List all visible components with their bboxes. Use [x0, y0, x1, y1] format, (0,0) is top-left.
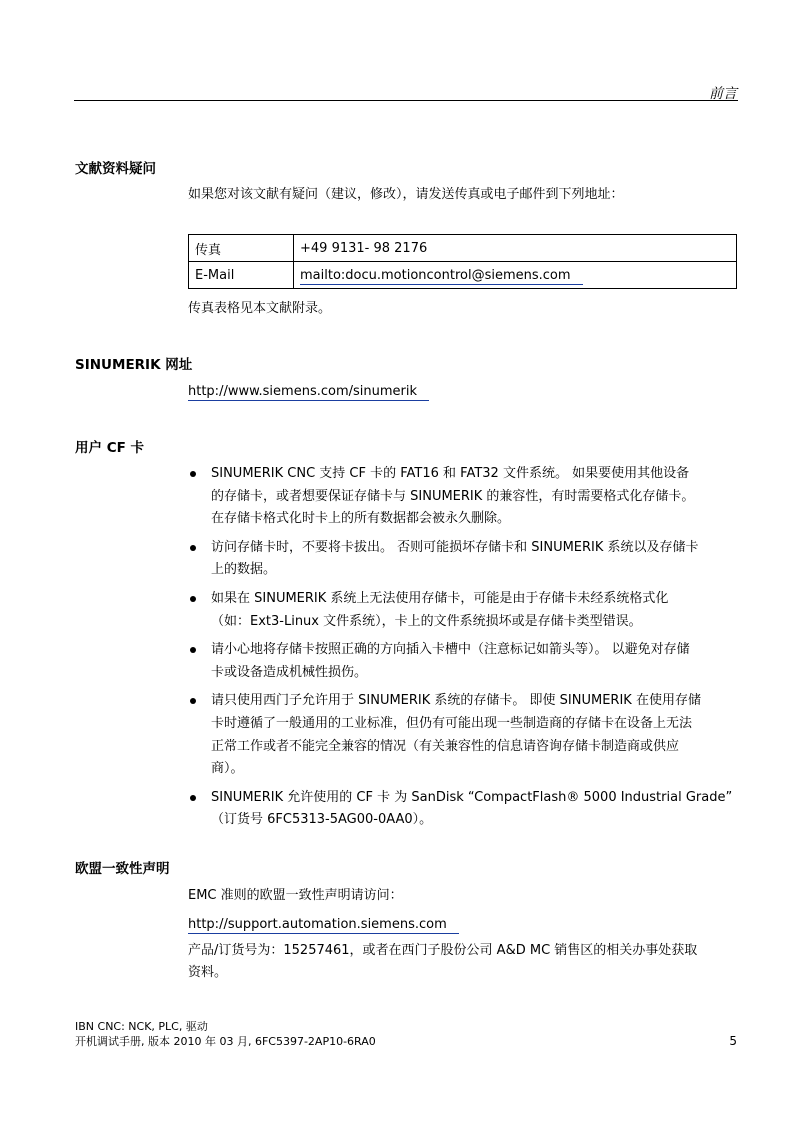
bullet-line: 访问存储卡时，不要将卡拔出。 否则可能损坏存储卡和 SINUMERIK 系统以及存储卡 — [211, 539, 699, 555]
table-row — [189, 262, 737, 289]
running-header-title: 前言 — [709, 86, 737, 102]
fax-label: 传真 — [189, 235, 294, 262]
list-item — [188, 537, 738, 582]
bullet-line: （订货号 6FC5313-5AG00-0AA0）。 — [211, 812, 433, 828]
contact-table-wrap — [188, 234, 737, 289]
list-item — [188, 787, 738, 832]
bullet-line: 卡时遵循了一般通用的工业标准，但仍有可能出现一些制造商的存储卡在设备上无法 — [211, 715, 693, 731]
support-website-link[interactable]: http://support.automation.siemens.com — [188, 917, 459, 934]
eu-detail — [188, 940, 697, 984]
section-heading-eu-declaration: 欧盟一致性声明 — [75, 861, 170, 877]
fax-form-note: 传真表格见本文献附录。 — [188, 301, 332, 316]
footer-line-2: 开机调试手册, 版本 2010 年 03 月, 6FC5397-2AP10-6RA0 — [75, 1035, 376, 1048]
bullet-line: SINUMERIK 允许使用的 CF 卡 为 SanDisk “CompactFlash® 5000 Industrial Grade” — [211, 789, 733, 805]
sinumerik-website-link[interactable]: http://www.siemens.com/sinumerik — [188, 384, 429, 401]
list-item — [188, 588, 738, 633]
section-heading-website: SINUMERIK 网址 — [75, 357, 193, 373]
list-item — [188, 690, 738, 780]
footer-line-1: IBN CNC: NCK, PLC, 驱动 — [75, 1020, 208, 1033]
page-number: 5 — [729, 1034, 737, 1048]
email-value-cell — [294, 262, 737, 289]
section-heading-feedback: 文献资料疑问 — [75, 161, 156, 177]
bullet-line: 在存储卡格式化时卡上的所有数据都会被永久删除。 — [211, 511, 511, 527]
website-link-wrap — [188, 381, 429, 403]
fax-value: +49 9131- 98 2176 — [294, 235, 737, 262]
bullet-line: （如：Ext3-Linux 文件系统），卡上的文件系统损坏或是存储卡类型错误。 — [211, 613, 642, 629]
bullet-line: 如果在 SINUMERIK 系统上无法使用存储卡，可能是由于存储卡未经系统格式化 — [211, 590, 669, 606]
bullet-line: 卡或设备造成机械性损伤。 — [211, 664, 368, 680]
footer — [75, 1019, 376, 1049]
eu-detail-line: 资料。 — [188, 965, 228, 980]
list-item — [188, 639, 738, 684]
eu-detail-line: 产品/订货号为：15257461，或者在西门子股份公司 A&D MC 销售区的相关办事处获取 — [188, 943, 698, 958]
bullet-line: 正常工作或者不能完全兼容的情况（有关兼容性的信息请咨询存储卡制造商或供应 — [211, 738, 680, 754]
header-divider — [74, 100, 738, 101]
cf-card-bullet-list — [188, 463, 738, 838]
bullet-line: 上的数据。 — [211, 562, 277, 578]
table-row — [189, 235, 737, 262]
bullet-line: 商）。 — [211, 761, 244, 777]
email-label: E-Mail — [189, 262, 294, 289]
eu-intro: EMC 准则的欧盟一致性声明请访问： — [188, 888, 403, 903]
bullet-line: 请小心地将存储卡按照正确的方向插入卡槽中（注意标记如箭头等）。 以避免对存储 — [211, 642, 690, 658]
bullet-line: 请只使用西门子允许用于 SINUMERIK 系统的存储卡。 即使 SINUMERIK 在使用存储 — [211, 693, 701, 709]
eu-link-wrap — [188, 914, 459, 936]
bullet-line: 的存储卡，或者想要保证存储卡与 SINUMERIK 的兼容性，有时需要格式化存储卡。 — [211, 488, 695, 504]
email-link[interactable]: mailto:docu.motioncontrol@siemens.com — [300, 268, 583, 285]
feedback-intro: 如果您对该文献有疑问（建议，修改），请发送传真或电子邮件到下列地址： — [188, 187, 624, 202]
contact-table — [188, 234, 737, 289]
list-item — [188, 463, 738, 531]
section-heading-cf-card: 用户 CF 卡 — [75, 440, 145, 456]
bullet-line: SINUMERIK CNC 支持 CF 卡的 FAT16 和 FAT32 文件系统。 如果要使用其他设备 — [211, 466, 690, 481]
